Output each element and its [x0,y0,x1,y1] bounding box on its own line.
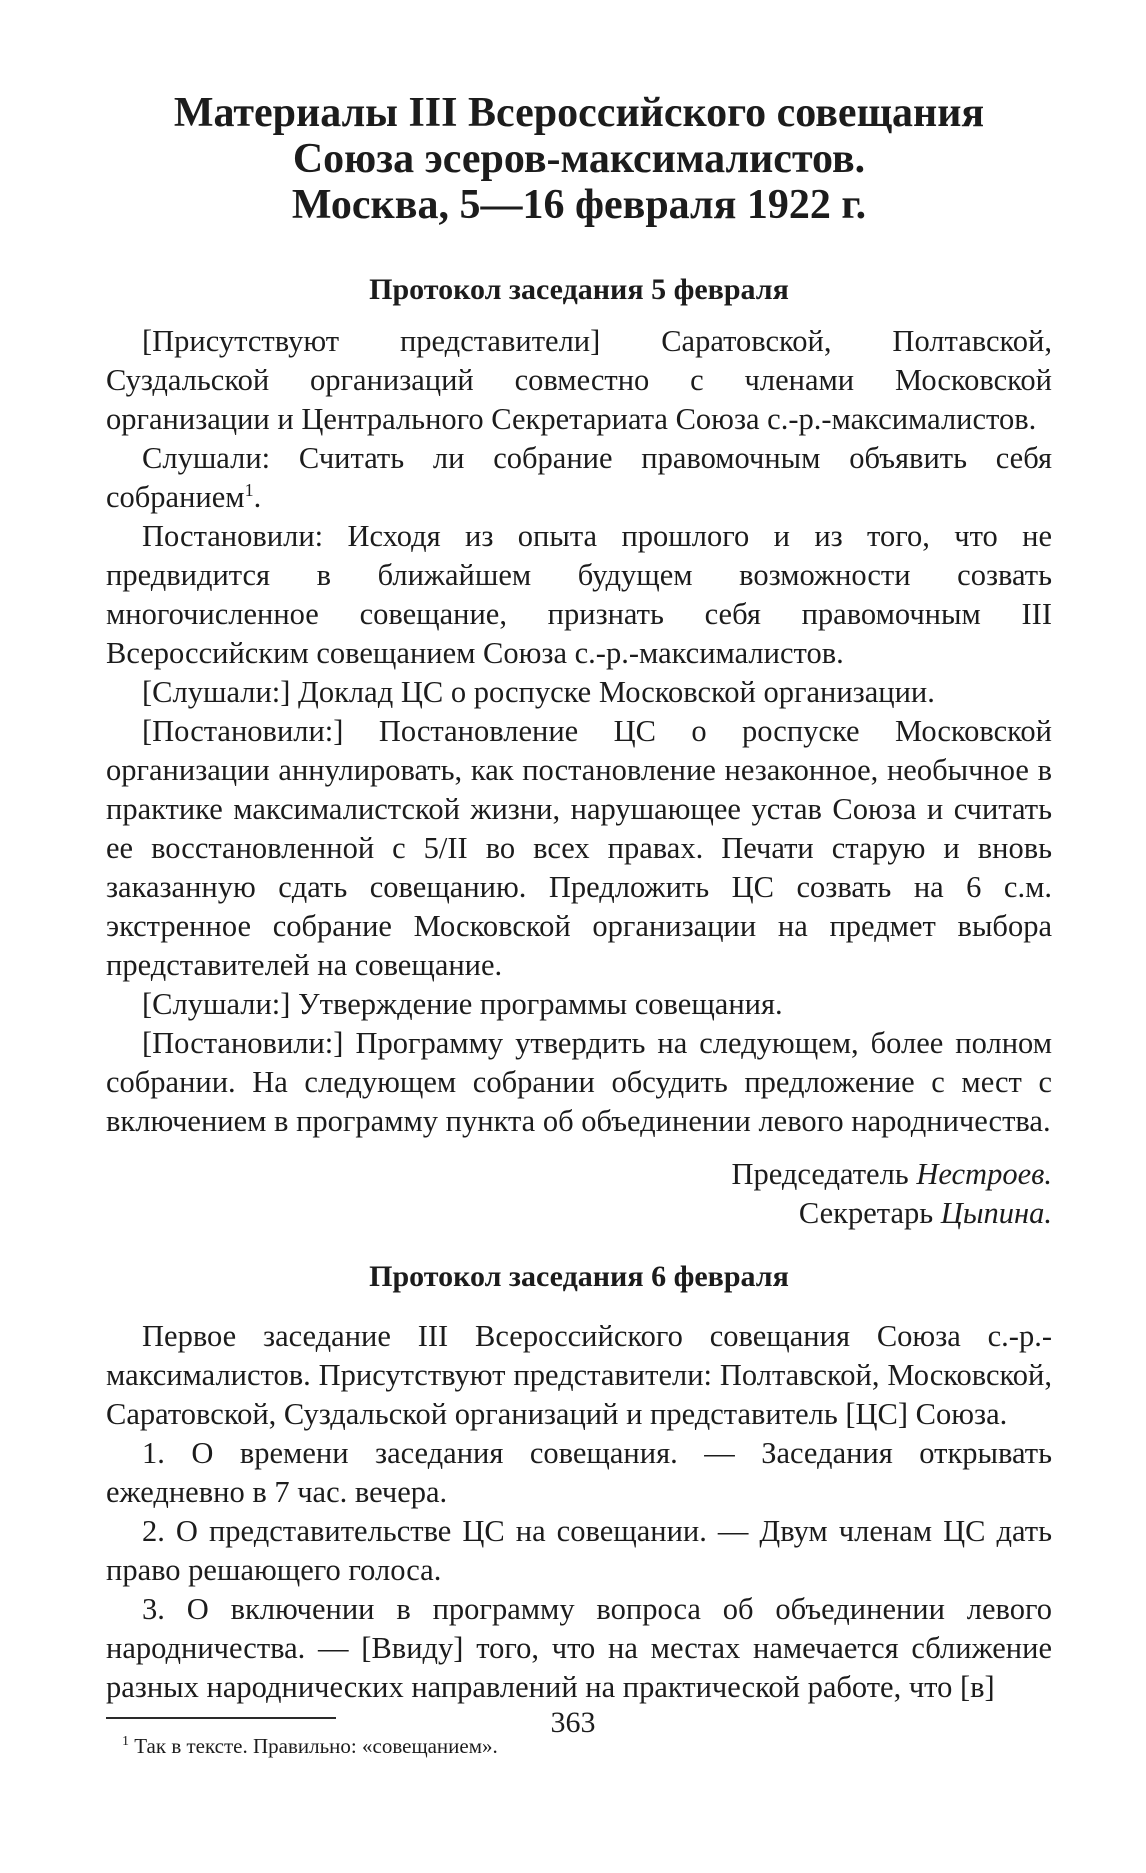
footnote-text: Так в тексте. Правильно: «совещанием». [129,1734,498,1758]
paragraph-resolved-dissolution: [Постановили:] Постановление ЦС о роспуске Московской организации аннулировать, как постановление незаконное, необычное в практике максималистской жизни, нарушающее устав Союза и считать ее восстановленной с 5/II во всех правах. Печати старую и вновь заказанную сдать совещанию. Предложить ЦС созвать на 6 с.м. экстренное собрание Московской организации на предмет выбора представителей на совещание. [106,714,1052,982]
chairman-signature [106,1155,1052,1194]
paragraph-heard-program: [Слушали:] Утверждение программы совещания. [142,987,783,1021]
title-line-1: Материалы III Всероссийского совещания [173,90,985,136]
paragraph-heard-dissolution: [Слушали:] Доклад ЦС о роспуске Московской организации. [142,675,935,709]
secretary-signature [106,1194,1052,1233]
paragraph-first-session: Первое заседание III Всероссийского совещания Союза с.-р.-максималистов. Присутствуют представители: Полтавской, Московской, Саратовской, Суздальской организаций и представитель [ЦС] Союза. [106,1319,1052,1431]
chairman-name: Нестроев. [916,1157,1052,1191]
protocol-heading-feb5: Протокол заседания 5 февраля [369,273,789,306]
paragraph-heard-quorum [106,439,1052,517]
paragraph-item-3: 3. О включении в программу вопроса об объединении левого народничества. — [Ввиду] того, что на местах намечается сближение разных народнических направлений на практической работе, что [в] [106,1592,1052,1704]
secretary-name: Цыпина. [940,1196,1052,1230]
paragraph-item-1: 1. О времени заседания совещания. — Заседания открывать ежедневно в 7 час. вечера. [106,1436,1052,1509]
chairman-label: Председатель [731,1157,917,1191]
page-content [106,90,1052,1759]
paragraph-heard-quorum-end: . [253,480,262,514]
page-number: 363 [550,1706,596,1739]
protocol-heading-feb6: Протокол заседания 6 февраля [369,1260,789,1293]
footnote-mark: 1 [122,1734,129,1749]
footnote-reference: 1 [244,479,254,500]
paragraph-attendance: [Присутствуют представители] Саратовской, Полтавской, Суздальской организаций совместно с членами Московской организации и Центрального Секретариата Союза с.-р.-максималистов. [106,324,1052,436]
paragraph-item-2: 2. О представительстве ЦС на совещании. — Двум членам ЦС дать право решающего голоса. [106,1514,1052,1587]
paragraph-resolved-program: [Постановили:] Программу утвердить на следующем, более полном собрании. На следующем собрании обсудить предложение с мест с включением в программу пункта об объединении левого народничества. [106,1026,1052,1138]
paragraph-resolved-quorum: Постановили: Исходя из опыта прошлого и из того, что не предвидится в ближайшем будущем возможности созвать многочисленное совещание, признать себя правомочным III Всероссийским совещанием Союза с.-р.-максималистов. [106,519,1052,670]
secretary-label: Секретарь [798,1196,941,1230]
paragraph-heard-quorum-text: Слушали: Считать ли собрание правомочным объявить себя собранием [106,441,1052,514]
document-title [106,90,1052,228]
title-line-3: Москва, 5—16 февраля 1922 г. [291,182,867,228]
title-line-2: Союза эсеров-максималистов. [292,136,866,182]
signatures [106,1155,1052,1233]
